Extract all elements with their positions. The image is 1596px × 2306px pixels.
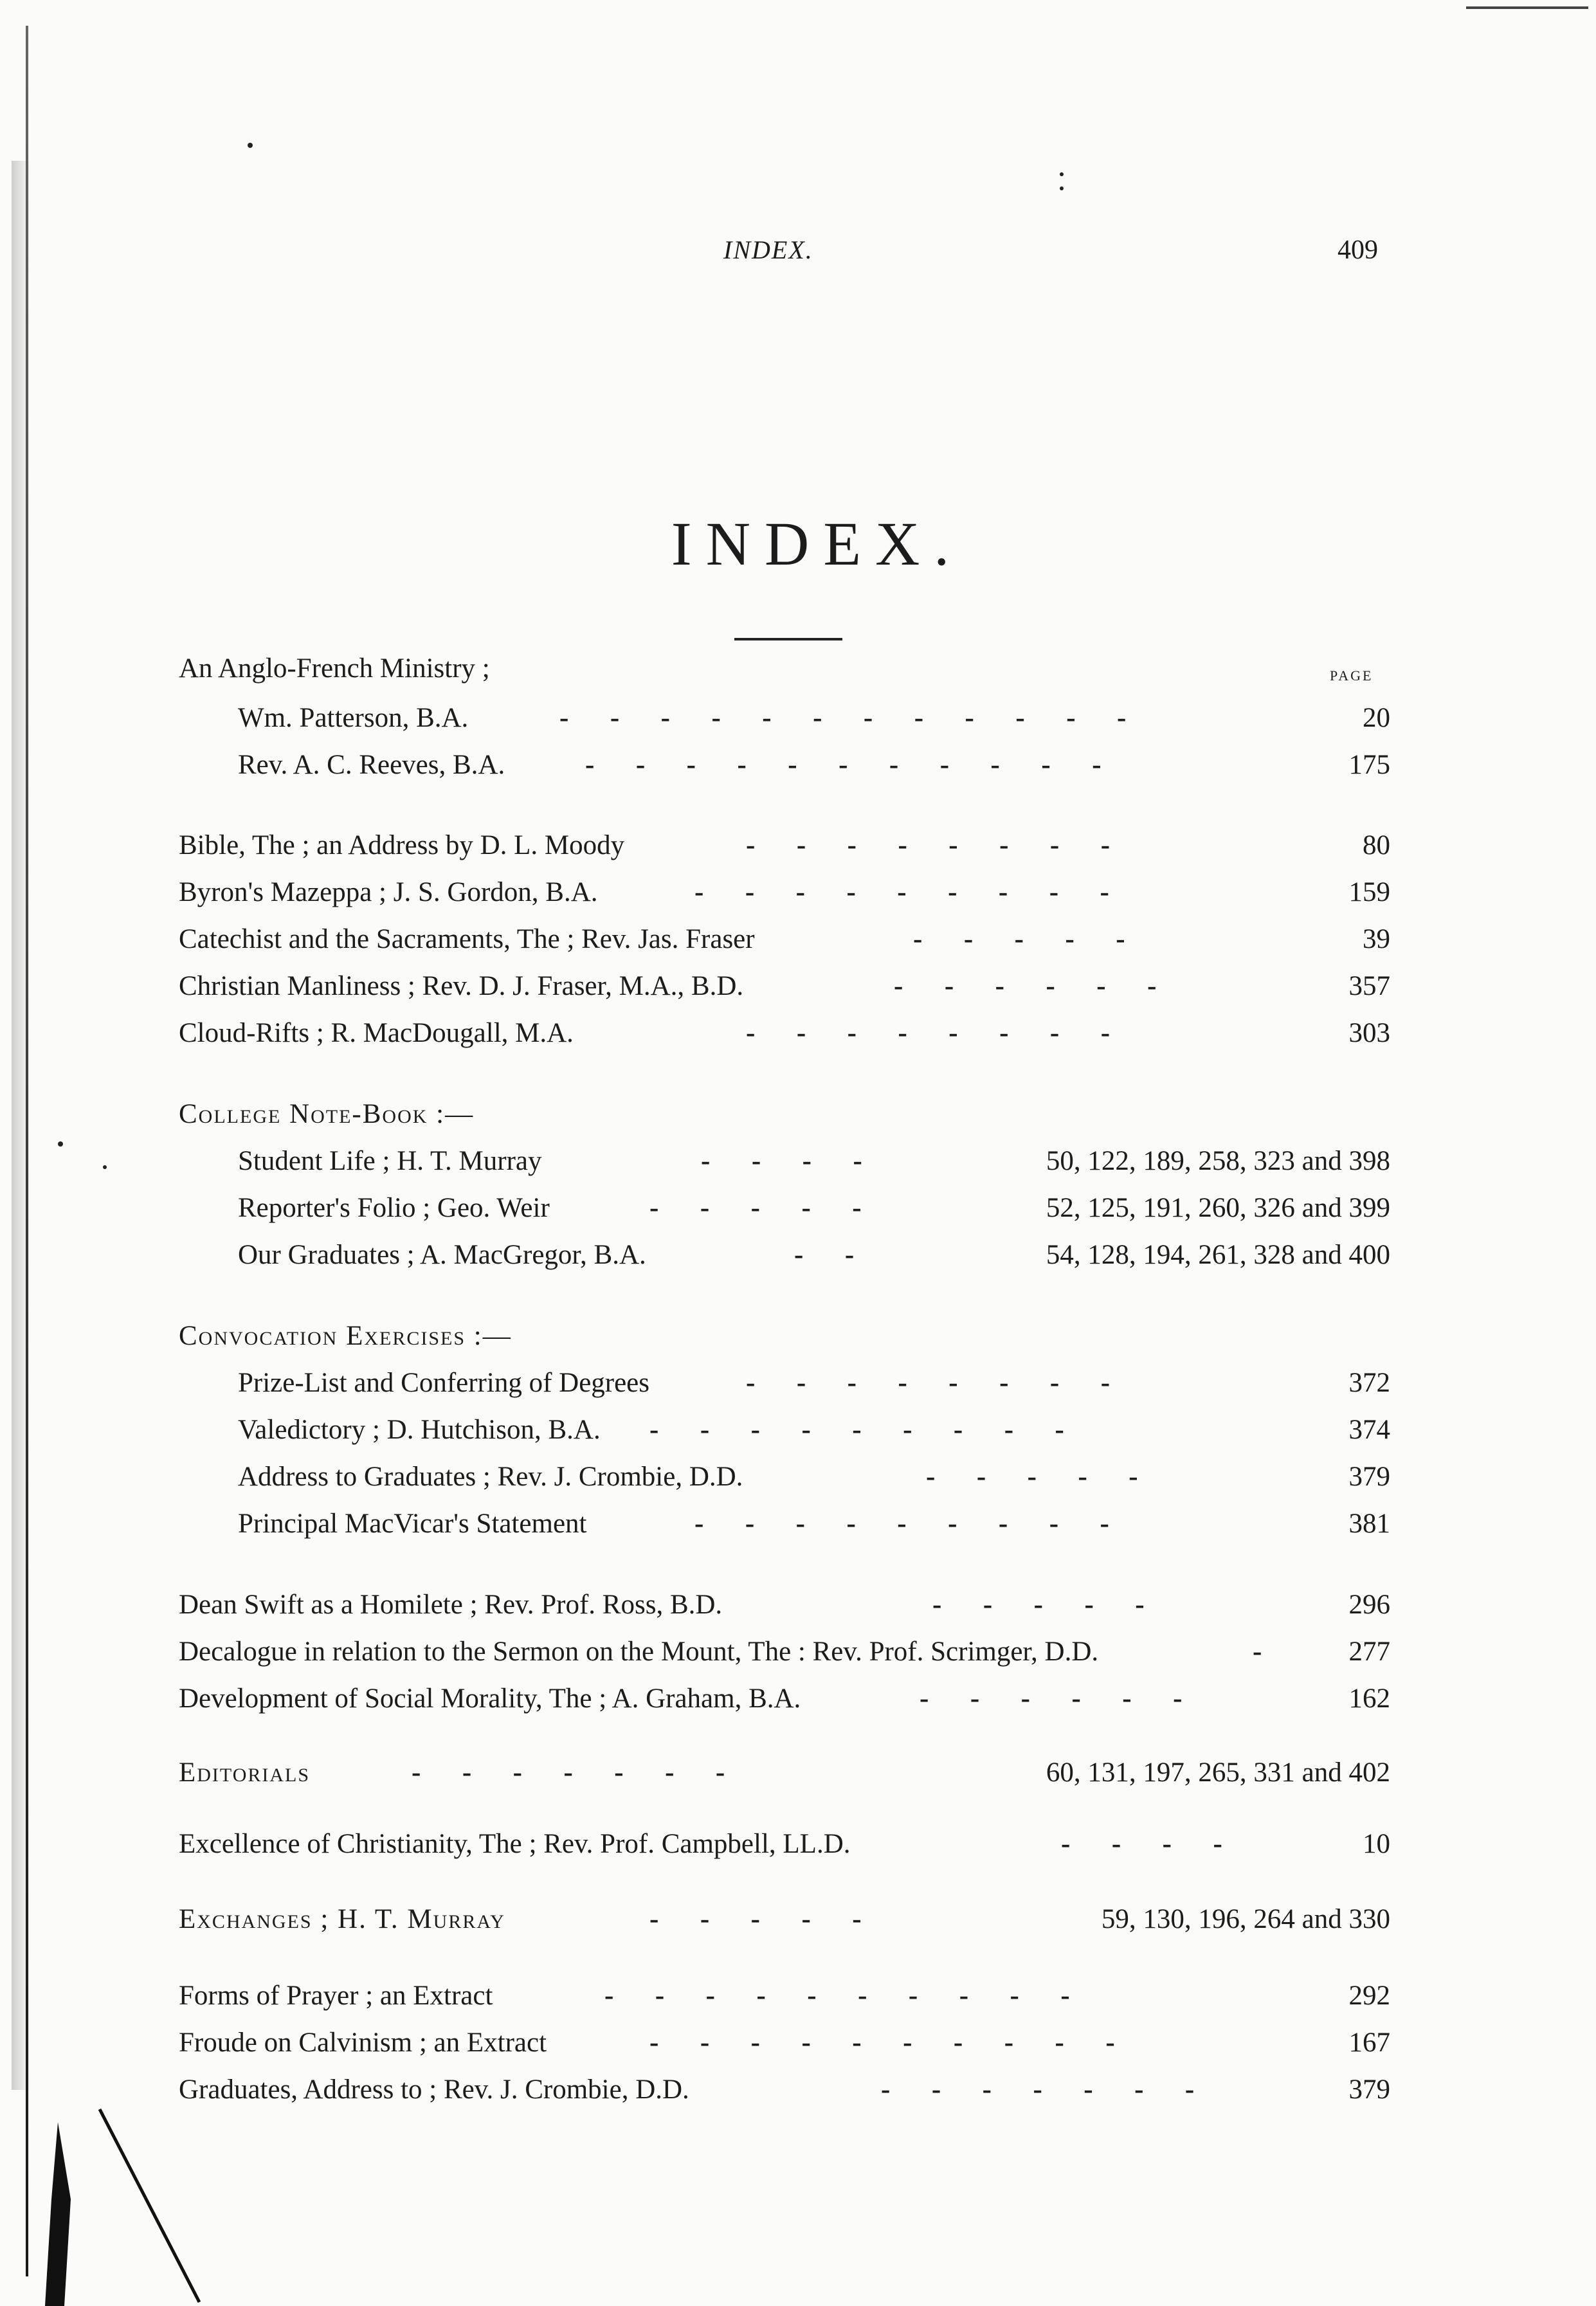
leader-dots: - - - - - - bbox=[894, 971, 1157, 1001]
index-section-heading bbox=[0, 1317, 1596, 1356]
entry-title: Editorials bbox=[179, 1757, 311, 1788]
entry-title: Valedictory ; D. Hutchison, B.A. bbox=[238, 1415, 601, 1445]
leader-dots: - - - - - bbox=[926, 1462, 1138, 1492]
entry-page: 20 bbox=[1363, 703, 1390, 733]
entry-page: 372 bbox=[1348, 1368, 1390, 1398]
scan-corner-stroke bbox=[39, 2096, 206, 2306]
entry-title: Wm. Patterson, B.A. bbox=[238, 703, 469, 733]
section-heading: Convocation Exercises :— bbox=[179, 1321, 512, 1351]
entry-title: Forms of Prayer ; an Extract bbox=[179, 1981, 493, 2011]
entry-page: 277 bbox=[1348, 1637, 1390, 1667]
entry-title: Reporter's Folio ; Geo. Weir bbox=[238, 1193, 550, 1223]
entry-title: Principal MacVicar's Statement bbox=[238, 1509, 587, 1539]
index-entry bbox=[0, 1825, 1596, 1864]
leader-dots: - - - - - - - - - bbox=[694, 1509, 1109, 1539]
index-entry bbox=[0, 1900, 1596, 1939]
leader-dots: - - - - - - - - bbox=[746, 830, 1111, 860]
index-entry bbox=[0, 1236, 1596, 1275]
index-entry bbox=[0, 1977, 1596, 2015]
scan-speck bbox=[1060, 186, 1064, 190]
index-entry bbox=[0, 699, 1596, 738]
entry-page: 167 bbox=[1348, 2028, 1390, 2058]
leader-dots: - - - - bbox=[1061, 1829, 1222, 1859]
leader-dots: - bbox=[1253, 1637, 1262, 1667]
leader-dots: - - - - - - - - bbox=[746, 1368, 1111, 1398]
index-entry bbox=[0, 1014, 1596, 1053]
entry-title: Prize-List and Conferring of Degrees bbox=[238, 1368, 650, 1398]
entry-title: Cloud-Rifts ; R. MacDougall, M.A. bbox=[179, 1018, 574, 1048]
entry-title: Graduates, Address to ; Rev. J. Crombie, D.D. bbox=[179, 2074, 689, 2105]
entry-page: 357 bbox=[1348, 971, 1390, 1001]
entry-page: 10 bbox=[1363, 1829, 1390, 1859]
entry-page: 379 bbox=[1348, 2074, 1390, 2105]
leader-dots: - - - - - - - - bbox=[746, 1018, 1111, 1048]
leader-dots: - - - - - bbox=[932, 1590, 1145, 1620]
entry-page: 296 bbox=[1348, 1590, 1390, 1620]
leader-dots: - - - - - - bbox=[920, 1684, 1183, 1714]
leader-dots: - - - - - - - - - bbox=[649, 1415, 1064, 1445]
entry-page: 379 bbox=[1348, 1462, 1390, 1492]
index-entry bbox=[0, 920, 1596, 959]
index-entry bbox=[0, 1586, 1596, 1624]
entry-title: Dean Swift as a Homilete ; Rev. Prof. Ross, B.D. bbox=[179, 1590, 723, 1620]
running-header-title: INDEX. bbox=[723, 235, 813, 264]
leader-dots: - - - - - - - bbox=[412, 1757, 725, 1788]
entry-page: 60, 131, 197, 265, 331 and 402 bbox=[1046, 1757, 1390, 1788]
leader-dots: - - - - - - - - - - - bbox=[585, 750, 1102, 780]
leader-dots: - - - - - - - - - - bbox=[604, 1981, 1070, 2011]
entry-title: Byron's Mazeppa ; J. S. Gordon, B.A. bbox=[179, 877, 598, 907]
entry-title: Our Graduates ; A. MacGregor, B.A. bbox=[238, 1240, 646, 1270]
title-rule bbox=[734, 638, 842, 640]
leader-dots: - - - - - bbox=[913, 924, 1125, 954]
entry-page: 374 bbox=[1348, 1415, 1390, 1445]
entry-page: 52, 125, 191, 260, 326 and 399 bbox=[1046, 1193, 1390, 1223]
leader-dots: - - - - - - - - - bbox=[694, 877, 1109, 907]
page-title: INDEX. bbox=[671, 509, 964, 578]
entry-title: Exchanges ; H. T. Murray bbox=[179, 1904, 505, 1934]
index-entry bbox=[0, 1458, 1596, 1496]
entry-page: 175 bbox=[1348, 750, 1390, 780]
leader-dots: - - - - - - - - - - - - bbox=[559, 703, 1127, 733]
entry-title: Student Life ; H. T. Murray bbox=[238, 1146, 542, 1176]
entry-title: An Anglo-French Ministry ; bbox=[179, 653, 490, 684]
entry-page: 381 bbox=[1348, 1509, 1390, 1539]
index-entry bbox=[0, 1754, 1596, 1792]
index-entry bbox=[0, 2024, 1596, 2062]
index-entry bbox=[0, 873, 1596, 912]
index-entry bbox=[0, 1142, 1596, 1181]
leader-dots: - - - - - bbox=[649, 1904, 862, 1934]
entry-title: Rev. A. C. Reeves, B.A. bbox=[238, 750, 505, 780]
entry-title: Catechist and the Sacraments, The ; Rev. Jas. Fraser bbox=[179, 924, 755, 954]
leader-dots: - - - - - - - bbox=[881, 2074, 1195, 2105]
entry-page: 80 bbox=[1363, 830, 1390, 860]
scan-speck bbox=[248, 143, 253, 148]
entry-page: 292 bbox=[1348, 1981, 1390, 2011]
entry-title: Bible, The ; an Address by D. L. Moody bbox=[179, 830, 625, 860]
entry-page: 303 bbox=[1348, 1018, 1390, 1048]
entry-page: 162 bbox=[1348, 1684, 1390, 1714]
entry-page: 39 bbox=[1363, 924, 1390, 954]
leader-dots: - - - - - bbox=[649, 1193, 862, 1223]
scan-speck bbox=[1060, 172, 1064, 176]
index-entry bbox=[0, 1189, 1596, 1228]
index-entry bbox=[0, 1411, 1596, 1449]
leader-dots: - - - - bbox=[701, 1146, 862, 1176]
index-entry bbox=[0, 1505, 1596, 1543]
index-entry bbox=[0, 967, 1596, 1006]
entry-page: 50, 122, 189, 258, 323 and 398 bbox=[1046, 1146, 1390, 1176]
entry-page: 159 bbox=[1348, 877, 1390, 907]
index-entry bbox=[0, 1680, 1596, 1718]
index-entry bbox=[0, 746, 1596, 785]
entry-title: Decalogue in relation to the Sermon on the Mount, The : Rev. Prof. Scrimger, D.D. bbox=[179, 1637, 1099, 1667]
index-entry bbox=[0, 649, 1596, 688]
entry-page: 59, 130, 196, 264 and 330 bbox=[1101, 1904, 1390, 1934]
index-entry bbox=[0, 2071, 1596, 2109]
entry-title: Development of Social Morality, The ; A. Graham, B.A. bbox=[179, 1684, 801, 1714]
scan-corner-mark bbox=[1466, 6, 1588, 9]
index-section-heading bbox=[0, 1095, 1596, 1134]
entry-title: Excellence of Christianity, The ; Rev. Prof. Campbell, LL.D. bbox=[179, 1829, 851, 1859]
entry-title: Froude on Calvinism ; an Extract bbox=[179, 2028, 547, 2058]
entry-page: 54, 128, 194, 261, 328 and 400 bbox=[1046, 1240, 1390, 1270]
section-heading: College Note-Book :— bbox=[179, 1099, 475, 1129]
entry-title: Christian Manliness ; Rev. D. J. Fraser, M.A., B.D. bbox=[179, 971, 744, 1001]
index-entry bbox=[0, 826, 1596, 865]
leader-dots: - - - - - - - - - - bbox=[649, 2028, 1115, 2058]
leader-dots: - - bbox=[794, 1240, 855, 1270]
page-column-label: PAGE bbox=[1330, 667, 1374, 684]
index-entry bbox=[0, 1633, 1596, 1671]
entry-title: Address to Graduates ; Rev. J. Crombie, D.D. bbox=[238, 1462, 743, 1492]
index-entry bbox=[0, 1364, 1596, 1403]
page-number: 409 bbox=[1338, 235, 1378, 265]
